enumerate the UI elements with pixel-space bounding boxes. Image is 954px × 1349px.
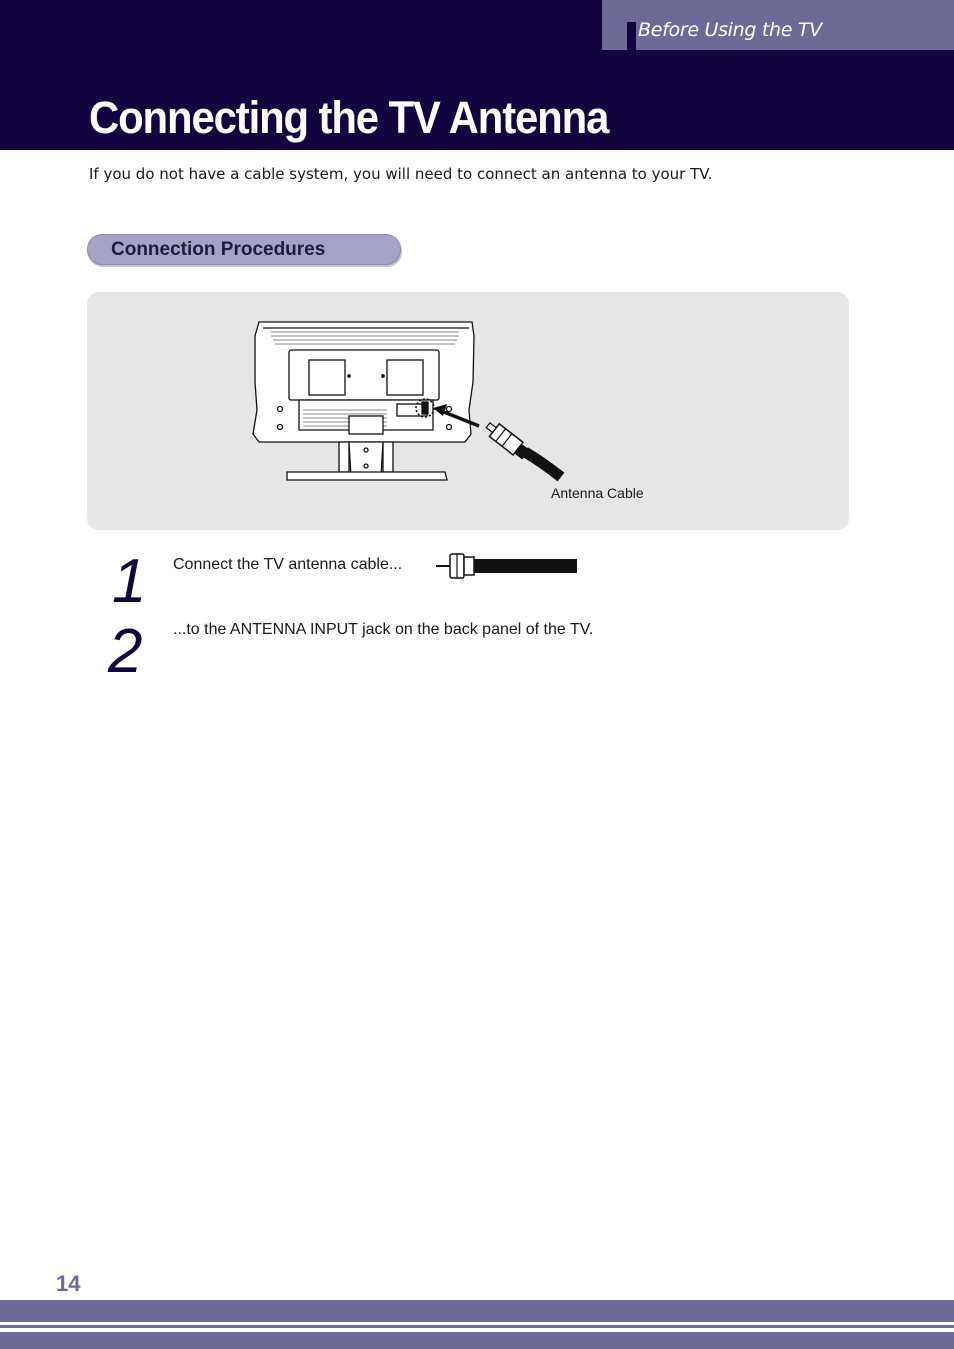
page-number: 14	[56, 1271, 81, 1296]
antenna-plug-icon	[434, 550, 580, 582]
page-title: Connecting the TV Antenna	[89, 92, 609, 143]
footer-stripe-thin	[0, 1325, 954, 1328]
footer-stripe-bottom	[0, 1332, 954, 1349]
step-number-1: 1	[112, 547, 147, 616]
step-text-2: ...to the ANTENNA INPUT jack on the back panel of the TV.	[173, 621, 594, 638]
figure-illustration	[87, 292, 849, 530]
tv-back-icon	[253, 322, 474, 480]
section-tab-label: Before Using the TV	[638, 19, 822, 41]
step-text-1: Connect the TV antenna cable...	[173, 556, 403, 573]
figure-caption: Antenna Cable	[551, 485, 644, 501]
intro-text: If you do not have a cable system, you will need to connect an antenna to your TV.	[89, 165, 713, 183]
footer-band	[0, 1300, 954, 1322]
step-number-2: 2	[108, 617, 143, 686]
section-heading-pill	[87, 234, 401, 265]
section-tab	[602, 0, 954, 50]
connection-figure	[87, 292, 849, 530]
section-heading: Connection Procedures	[111, 239, 326, 260]
section-tab-marker	[627, 22, 636, 50]
